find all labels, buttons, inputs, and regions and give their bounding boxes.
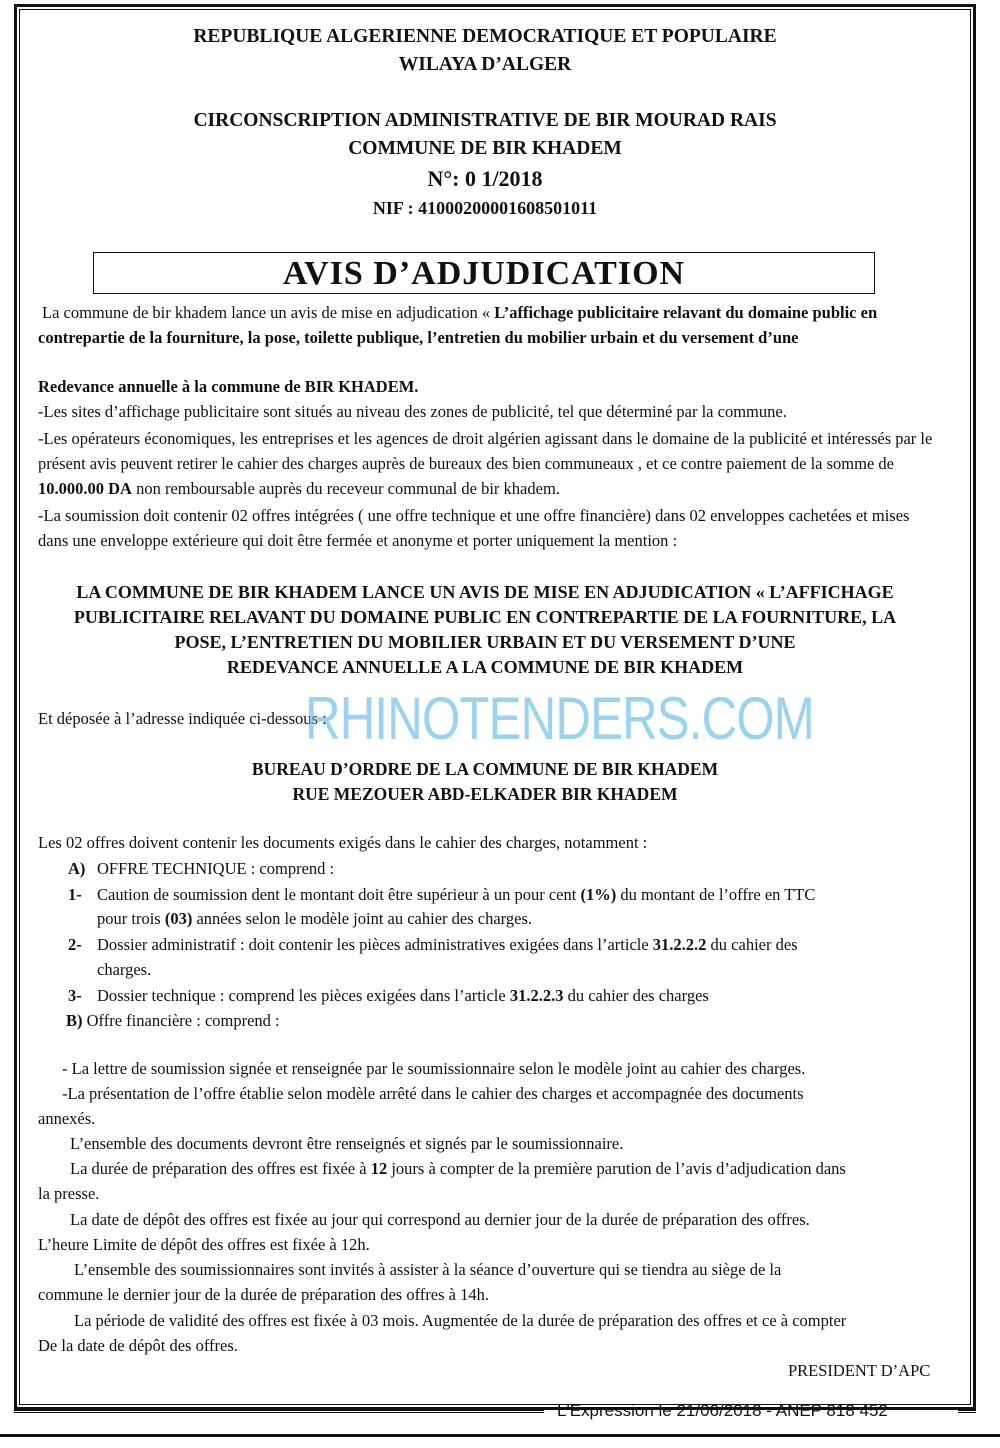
item-3-text-b: du cahier des charges <box>563 986 709 1005</box>
intro-object: L’affichage publicitaire relavant du domaine public en contrepartie de la fourniture, la pose, toilette publique, l’entretien du mobilier urbain et du versement d’une <box>38 303 878 347</box>
commune-heading: COMMUNE DE BIR KHADEM <box>348 138 622 159</box>
duree-continuation: la presse. <box>38 1184 100 1203</box>
item-3-text <box>97 983 709 1008</box>
item-3-text-a: Dossier technique : comprend les pièces exigées dans l’article <box>97 986 510 1005</box>
invites-line-2: commune le dernier jour de la durée de préparation des offres à 14h. <box>38 1285 489 1304</box>
heure-line: L’heure Limite de dépôt des offres est fixée à 12h. <box>38 1235 370 1254</box>
address-line-2: RUE MEZOUER ABD-ELKADER BIR KHADEM <box>292 784 678 804</box>
presentation-line-1: -La présentation de l’offre établie selon modèle arrêté dans le cahier des charges et accompagnée des documents <box>62 1084 804 1103</box>
item-1-number: 1- <box>68 885 82 904</box>
footer-rule-left <box>14 1410 544 1413</box>
duree-days: 12 <box>370 1159 388 1178</box>
intro-operateurs <box>38 426 933 501</box>
deposit-intro: Et déposée à l’adresse indiquée ci-dessous : <box>38 709 327 728</box>
intro-lead: La commune de bir khadem lance un avis de mise en adjudication « <box>42 303 495 322</box>
address-line-1: BUREAU D’ORDRE DE LA COMMUNE DE BIR KHADEM <box>251 759 719 779</box>
signature: PRESIDENT D’APC <box>788 1361 931 1380</box>
item-2-continuation: charges. <box>97 960 152 979</box>
item-1-text <box>97 882 815 907</box>
mention-line-2: PUBLICITAIRE RELAVANT DU DOMAINE PUBLIC EN CONTREPARTIE DE LA FOURNITURE, LA <box>73 607 897 627</box>
lettre-line: - La lettre de soumission signée et renseignée par le soumissionnaire selon le modèle joint au cahier des charges. <box>62 1059 806 1078</box>
validite-line-1: La période de validité des offres est fixée à 03 mois. Augmentée de la durée de préparation des offres et ce à compter <box>74 1311 847 1330</box>
mention-line-4: REDEVANCE ANNUELLE A LA COMMUNE DE BIR KHADEM <box>226 657 744 677</box>
item-1-years: (03) <box>164 909 193 928</box>
mention-line-1: LA COMMUNE DE BIR KHADEM LANCE UN AVIS DE MISE EN ADJUDICATION « L’AFFICHAGE <box>76 582 894 602</box>
circonscription-heading: CIRCONSCRIPTION ADMINISTRATIVE DE BIR MOURAD RAIS <box>193 110 777 131</box>
watermark: RHINOTENDERS.COM <box>305 685 814 752</box>
duree-text-a: La durée de préparation des offres est fixée à <box>70 1159 371 1178</box>
offer-b-label: B) <box>66 1011 83 1030</box>
depot-line: La date de dépôt des offres est fixée au jour qui correspond au dernier jour de la durée de préparation des offres. <box>70 1210 810 1229</box>
intro-paragraph <box>38 300 933 350</box>
offer-b <box>66 1008 280 1033</box>
republic-heading: REPUBLIQUE ALGERIENNE DEMOCRATIQUE ET POPULAIRE <box>193 26 777 47</box>
item-1-cont-a: pour trois <box>97 909 165 928</box>
item-1-continuation <box>97 906 532 931</box>
intro-redevance: Redevance annuelle à la commune de BIR KHADEM. <box>38 377 419 396</box>
item-2-number: 2- <box>68 935 82 954</box>
wilaya-heading: WILAYA D’ALGER <box>398 54 572 75</box>
mention-line-3: POSE, L’ENTRETIEN DU MOBILIER URBAIN ET DU VERSEMENT D’UNE <box>174 632 796 652</box>
nif-number: NIF : 41000200001608501011 <box>372 198 598 218</box>
duree-line <box>70 1156 846 1181</box>
invites-line-1: L’ensemble des soumissionnaires sont invités à assister à la séance d’ouverture qui se tiendra au siège de la <box>74 1260 782 1279</box>
item-1-percent: (1%) <box>580 885 617 904</box>
duree-text-b: jours à compter de la première parution de l’avis d’adjudication dans <box>387 1159 846 1178</box>
item-2-text-a: Dossier administratif : doit contenir les pièces administratives exigées dans l’article <box>97 935 653 954</box>
operateurs-amount: 10.000.00 DA <box>38 479 132 498</box>
footer-source: L'Expression le 21/06/2018 - ANEP 818 452 <box>557 1401 888 1420</box>
operateurs-text-b: non remboursable auprès du receveur communal de bir khadem. <box>131 479 560 498</box>
offer-a-text: OFFRE TECHNIQUE : comprend : <box>97 859 335 878</box>
offer-b-text: Offre financière : comprend : <box>82 1011 280 1030</box>
item-1-cont-b: années selon le modèle joint au cahier des charges. <box>192 909 532 928</box>
operateurs-text-a: -Les opérateurs économiques, les entreprises et les agences de droit algérien agissant dans le domaine de la publicité et intéressés par le présent avis peuvent retirer le cahier des charges auprès de bureaux des bien communeaux , et ce contre paiement de la somme de <box>38 429 933 473</box>
item-1-text-a: Caution de soumission dent le montant doit être supérieur à un pour cent <box>97 885 581 904</box>
page-title: AVIS D’ADJUDICATION <box>282 255 686 292</box>
validite-line-2: De la date de dépôt des offres. <box>38 1336 238 1355</box>
item-2-text <box>97 932 798 957</box>
item-3-number: 3- <box>68 986 82 1005</box>
item-2-text-b: du cahier des <box>706 935 798 954</box>
intro-sites: -Les sites d’affichage publicitaire sont situés au niveau des zones de publicité, tel que déterminé par la commune. <box>38 402 787 421</box>
avis-number: N°: 0 1/2018 <box>427 166 543 191</box>
item-1-text-b: du montant de l’offre en TTC <box>616 885 816 904</box>
ensemble-line: L’ensemble des documents devront être renseignés et signés par le soumissionnaire. <box>70 1134 624 1153</box>
item-2-article: 31.2.2.2 <box>652 935 707 954</box>
offers-intro: Les 02 offres doivent contenir les documents exigés dans le cahier des charges, notamment : <box>38 833 648 852</box>
bottom-border <box>0 1434 1000 1448</box>
presentation-line-2: annexés. <box>38 1109 96 1128</box>
item-3-article: 31.2.2.3 <box>509 986 564 1005</box>
offer-a-label: A) <box>68 859 86 878</box>
intro-soumission: -La soumission doit contenir 02 offres intégrées ( une offre technique et une offre financière) dans 02 enveloppes cachetées et mises dans une enveloppe extérieure qui doit être fermée et anonyme et porter uniquement la mention : <box>38 506 910 550</box>
footer-rule-right <box>958 1410 976 1413</box>
